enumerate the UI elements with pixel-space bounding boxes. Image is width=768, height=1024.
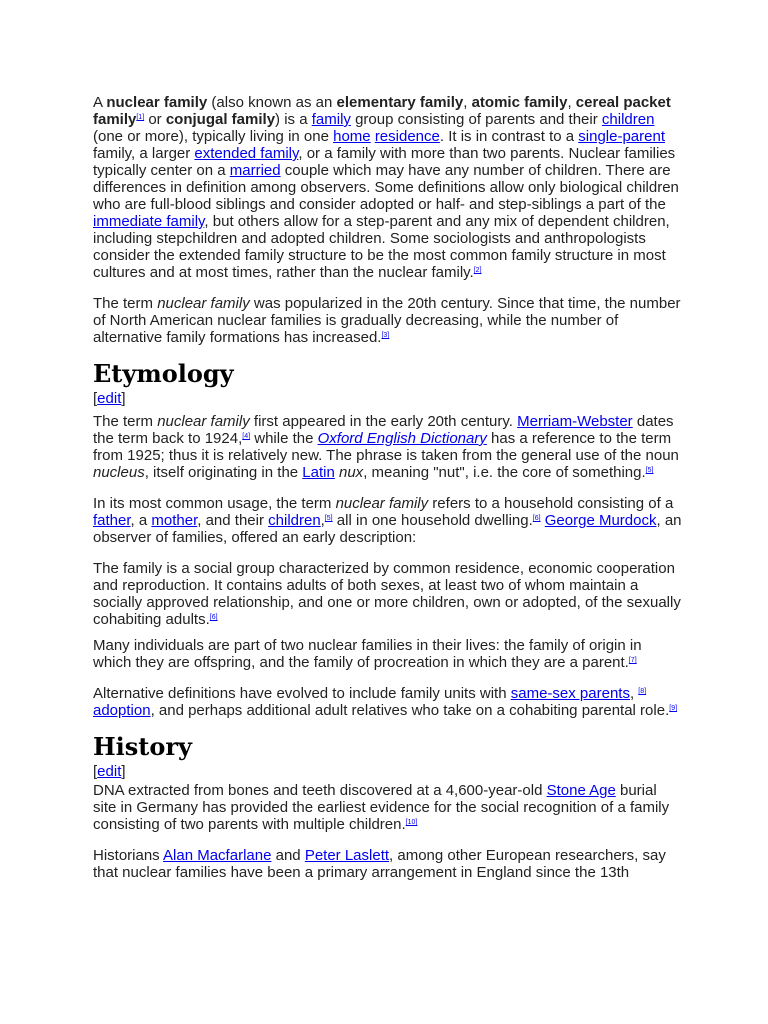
citation-link[interactable]: [5] — [324, 515, 333, 522]
citation — [210, 614, 218, 621]
citation — [533, 515, 541, 522]
intro-paragraph-1: A nuclear family (also known as an elementary family, atomic family, cereal packet family[1] or conjugal family) is a family group consisting of parents and their children (one or more), typically living in one home residence. It is in contrast to a single-parent family, a larger extended family, or a family with more than two parents. Nuclear families typically center on a married couple which may have any number of children. There are differences in definition among observers. Some definitions allow only biological children who are full-blood siblings and consider adopted or half- and step-siblings a part of the immediate family, but others allow for a step-parent and any mix of dependent children, including stepchildren and adopted children. Some sociologists and anthropologists consider the extended family structure to be the most common family structure in most cultures and at most times, rather than the nuclear family.[2] — [93, 94, 679, 281]
italic-term: nuclear family — [157, 413, 250, 430]
link-father[interactable]: father — [93, 512, 131, 529]
history-edit-link[interactable]: edit — [97, 763, 122, 780]
citation-link[interactable]: [6] — [532, 515, 541, 522]
citation — [325, 515, 333, 522]
link-children[interactable]: children — [601, 111, 655, 128]
citation-link[interactable]: [5] — [645, 467, 654, 474]
citation-link[interactable]: [8] — [638, 688, 647, 695]
link-home[interactable]: home — [333, 128, 371, 145]
history-edit — [93, 763, 683, 780]
citation — [242, 433, 250, 440]
citation — [381, 332, 389, 339]
bold-term: cereal packet family — [93, 94, 671, 128]
bold-term: elementary family — [336, 94, 464, 111]
citation-link[interactable]: [1] — [136, 114, 145, 121]
edit-bracket-open: [ — [93, 390, 98, 407]
etymology-paragraph-4: Alternative definitions have evolved to include family units with same-sex parents, [8] adoption, and perhaps additional adult relatives who take on a cohabiting parental role.[9] — [93, 685, 678, 719]
history-paragraph-1: DNA extracted from bones and teeth discovered at a 4,600-year-old Stone Age burial site in Germany has provided the earliest evidence for the social recognition of a family consisting of two parents with multiple children.[10] — [93, 782, 670, 833]
citation-link[interactable]: [7] — [628, 657, 637, 664]
link-married[interactable]: married — [229, 162, 281, 179]
citation — [638, 688, 646, 695]
link-adoption[interactable]: adoption — [93, 702, 151, 719]
bold-term: nuclear family — [106, 94, 208, 111]
edit-bracket-open: [ — [93, 763, 98, 780]
link-mother[interactable]: mother — [151, 512, 198, 529]
etymology-paragraph-3: Many individuals are part of two nuclear families in their lives: the family of origin in which they are offspring, and the family of procreation in which they are a parent.[7] — [93, 637, 642, 671]
citation-link[interactable]: [3] — [381, 332, 390, 339]
link-alan-macfarlane[interactable]: Alan Macfarlane — [163, 847, 272, 864]
link-same-sex-parents[interactable]: same-sex parents — [510, 685, 630, 702]
history-heading: History — [93, 732, 192, 761]
citation — [646, 467, 654, 474]
edit-bracket-close: ] — [121, 390, 126, 407]
etymology-edit — [93, 390, 683, 407]
italic-term: nucleus — [93, 464, 145, 481]
citation — [474, 267, 482, 274]
link-stone-age[interactable]: Stone Age — [546, 782, 616, 799]
etymology-paragraph-2: In its most common usage, the term nuclear family refers to a household consisting of a father, a mother, and their children,[5] all in one household dwelling.[6] George Murdock, an observer of families, offered an early description: — [93, 495, 682, 546]
citation-link[interactable]: [2] — [473, 267, 482, 274]
citation-link[interactable]: [9] — [669, 705, 678, 712]
link-children[interactable]: children — [268, 512, 321, 529]
murdock-quote: The family is a social group characterized by common residence, economic cooperation and reproduction. It contains adults of both sexes, at least two of whom maintain a socially approved relationship, and one or more children, own or adopted, of the sexually cohabiting adults.[6] — [93, 560, 681, 628]
edit-bracket-close: ] — [121, 763, 126, 780]
link-family[interactable]: family — [311, 111, 351, 128]
link-immediate-family[interactable]: immediate family — [93, 213, 205, 230]
link-extended-family[interactable]: extended family — [194, 145, 299, 162]
intro-paragraph-2: The term nuclear family was popularized in the 20th century. Since that time, the number of North American nuclear families is gradually decreasing, while the number of alternative family formations has increased.[3] — [93, 295, 681, 346]
italic-term: nuclear family — [157, 295, 250, 312]
etymology-heading: Etymology — [93, 359, 234, 388]
link-merriam-webster[interactable]: Merriam-Webster — [517, 413, 633, 430]
bold-term: atomic family — [471, 94, 568, 111]
citation — [406, 819, 418, 826]
citation — [136, 114, 144, 121]
link-oxford-english-dictionary[interactable]: Oxford English Dictionary — [317, 430, 487, 447]
italic-term: nux — [339, 464, 364, 481]
article-body — [93, 94, 683, 895]
link-single-parent[interactable]: single-parent — [578, 128, 665, 145]
italic-term: nuclear family — [335, 495, 429, 512]
history-paragraph-2: Historians Alan Macfarlane and Peter Laslett, among other European researchers, say that nuclear families have been a primary arrangement in England since the 13th — [93, 847, 666, 881]
citation-link[interactable]: [10] — [405, 819, 418, 826]
link-residence[interactable]: residence — [374, 128, 440, 145]
link-peter-laslett[interactable]: Peter Laslett — [304, 847, 390, 864]
link-george-murdock[interactable]: George Murdock — [544, 512, 657, 529]
etymology-edit-link[interactable]: edit — [97, 390, 122, 407]
citation-link[interactable]: [4] — [242, 433, 251, 440]
bold-term: conjugal family — [165, 111, 276, 128]
link-latin[interactable]: Latin — [302, 464, 335, 481]
citation-link[interactable]: [6] — [209, 614, 218, 621]
citation — [629, 657, 637, 664]
citation — [669, 705, 677, 712]
etymology-paragraph-1: The term nuclear family first appeared in the early 20th century. Merriam-Webster dates the term back to 1924,[4] while the Oxford English Dictionary has a reference to the term from 1925; thus it is relatively new. The phrase is taken from the general use of the noun nucleus, itself originating in the Latin nux, meaning "nut", i.e. the core of something.[5] — [93, 413, 679, 481]
